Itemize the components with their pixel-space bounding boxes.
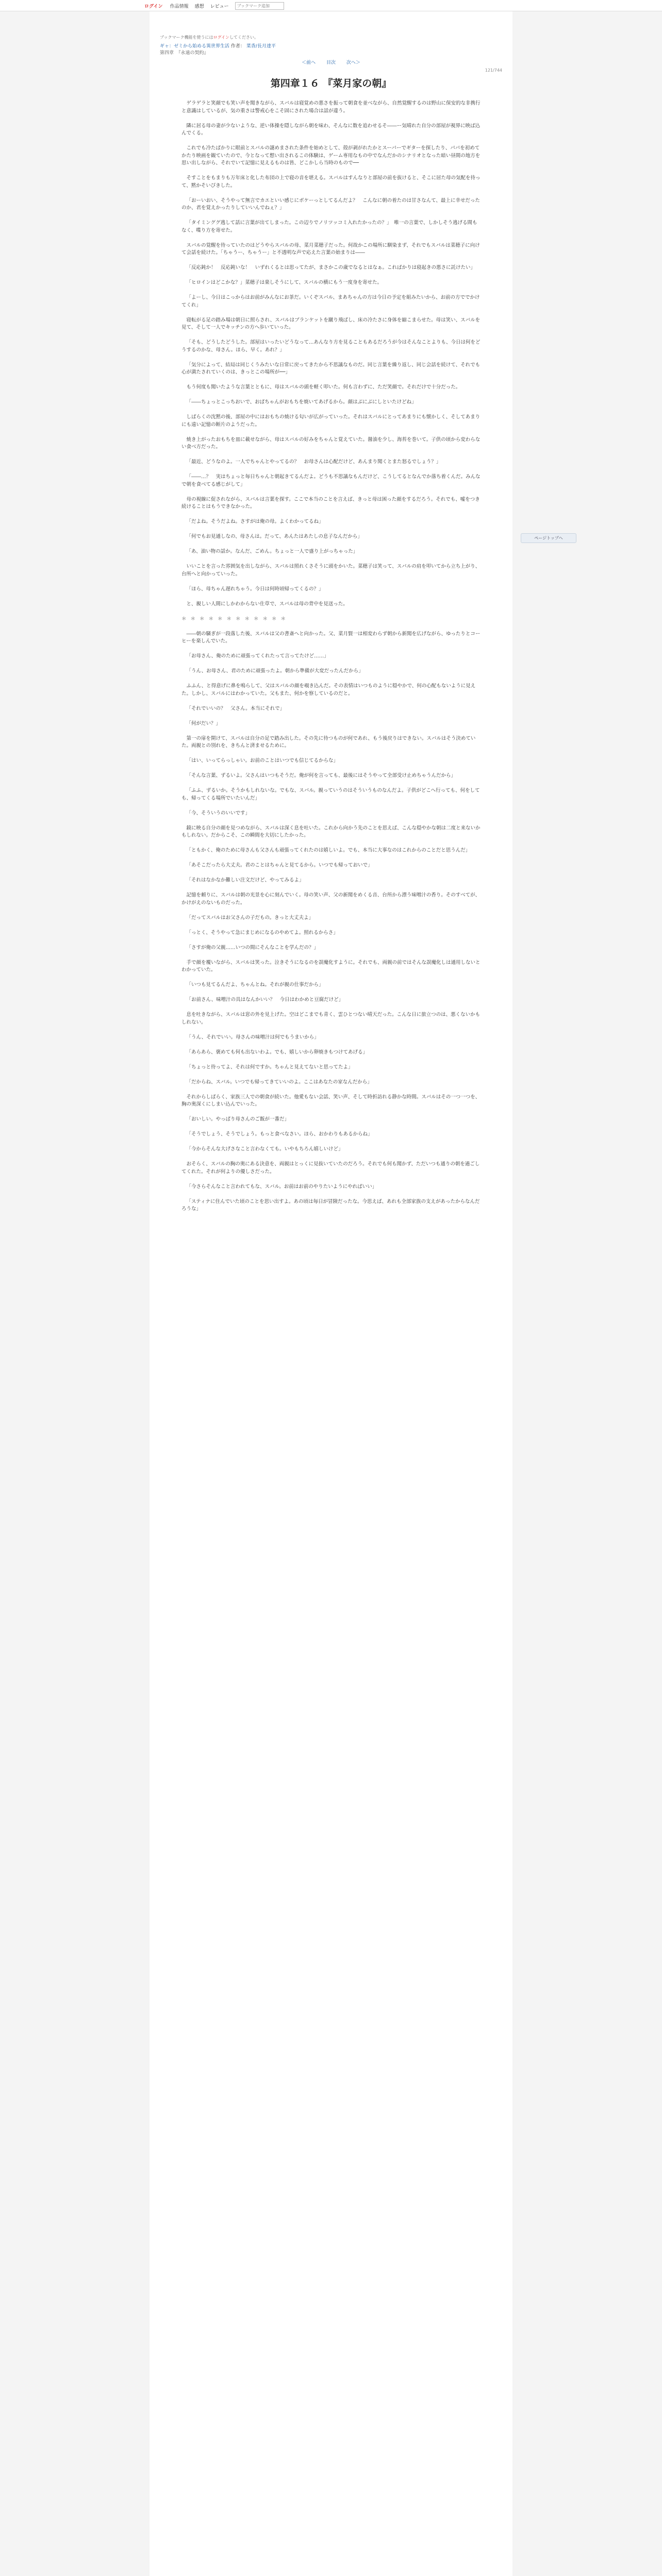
body-paragraph: 「そうでしょう、そうでしょう。もっと食べなさい。ほら、おかわりもあるからね」: [186, 1131, 373, 1137]
body-paragraph: そすことをもまりも万年床と化した布団の上で寝の音を堪える。スバルはすんなりと部屋の前を抜けると、そこに居た母の気配を待って、黙かそいびきした。: [181, 175, 481, 189]
body-paragraph: 記憶を頼りに、スバルは朝の光景を心に刻んでいく。母の笑い声、父の新聞をめくる音、台所から漂う味噌汁の香り。そのすべてが、かけがえのないものだった。: [181, 892, 481, 906]
body-paragraph: 「何がだい？」: [186, 720, 221, 726]
body-paragraph: 焼き上がったおもちを皿に載せながら、母はスバルの好みをちゃんと覚えていた。醤油を少し、海苔を巻いて。子供の頃から変わらない食べ方だった。: [181, 436, 481, 450]
body-paragraph: 「――ちょっとこっちおいで、おばちゃんがおもちを焼いてあげるから。顔はぶにぶにしといたけどね」: [186, 399, 417, 405]
body-paragraph: 「それでいいの？ 父さん。本当にそれで」: [186, 705, 285, 711]
pager-toc-link[interactable]: 目次: [326, 60, 336, 65]
body-paragraph: もう何度も聞いたような言葉とともに、母はスバルの頭を軽く叩いた。何も言わずに、ただ笑顔で。それだけで十分だった。: [186, 384, 461, 390]
body-paragraph: 寝転がる足の踏み場は朝日に照らされ、スバルはブランケットを蹴り飛ばし、床の冷たさに身体を縮こまらせた。母は笑い、スバルを見て、そして一人でキッチンの方へ歩いていった。: [181, 317, 481, 330]
novel-page: [150, 11, 512, 2576]
body-paragraph: 「お母さん、俺のために頑張ってくれたって言ってたけど……」: [186, 653, 329, 659]
chapter-section-label: 第四章 『永遠の契約』: [160, 50, 209, 56]
bookmark-login-note: [160, 35, 258, 40]
body-paragraph: 「今、そういうのいいです」: [186, 810, 251, 816]
body-paragraph: 手で顔を覆いながら、スバルは笑った。泣きそうになるのを誤魔化すように。それでも、両親の前ではそんな誤魔化しは通用しないとわかっていた。: [181, 959, 481, 973]
nav-link-reviews[interactable]: レビュー: [210, 4, 229, 9]
body-paragraph: 「よーし、今日はこっからはお前がみんなにお茶だ。いくぞスバル、まあちゃんの方は今日の予定を組みたいから、お前の方ででかけてくれ」: [181, 295, 480, 308]
topbar-inner: [144, 0, 284, 11]
body-paragraph: 鏡に映る自分の顔を見つめながら、スバルは深く息を吐いた。これから向かう先のことを思えば、こんな穏やかな朝は二度と来ないかもしれない。だからこそ、この瞬間を大切にしたかった。: [181, 825, 481, 838]
body-paragraph: ――朝の騒ぎが一段落した後、スバルは父の書斎へと向かった。父、菜月賢一は相変わらず朝から新聞を広げながら、ゆったりとコーヒーを楽しんでいた。: [181, 631, 481, 644]
series-title-link[interactable]: ギャ：ゼミから始める異世界生活: [160, 44, 230, 49]
bookmark-note-suffix: してください。: [229, 35, 259, 40]
body-paragraph: 「――…？ 実はちょっと毎日ちゃんと朝起きてるんだよ。どうも不思議なもんだけど、こうしてるとなんでか落ち着くんだ。みんなで朝を食べてる感じがして」: [181, 474, 481, 487]
body-paragraph: 「ほら、母ちゃん遅れちゃう。今日は何時頃帰ってくるの？」: [186, 586, 324, 592]
body-paragraph: いいことを言った雰囲気を出しながら、スバルは照れくさそうに頭をかいた。菜穂子は笑って、スバルの肩を叩いてから立ち上がり、台所へと向かっていった。: [181, 564, 481, 577]
body-paragraph: 「うん、それでいい。母さんの味噌汁は何でもうまいから」: [186, 1034, 319, 1040]
author-label: 作者：: [230, 44, 245, 49]
body-paragraph: ふふん、と得意げに鼻を鳴らして、父はスバルの顔を覗き込んだ。その表情はいつものように穏やかで、何の心配もないように見えた。しかし、スバルにはわかっていた。父もまた、何かを察しているのだと。: [181, 683, 476, 697]
body-paragraph: 「おーいおい、そうやって無言でカエといい感じにボケーっとしてるんだよ？ こんなに朝の着たのは甘さなんて、最上に幸せだったのか、君を覚えかったりしていいんでねぇ？」: [181, 197, 480, 211]
body-paragraph: 「最近、どうなのよ。一人でちゃんとやってるの？ お母さんは心配だけど、あんまり聞くとまた怒るでしょう？」: [186, 459, 441, 465]
page-top-button[interactable]: ページトップへ: [521, 533, 576, 543]
body-paragraph: 「あそこだったら大丈夫。君のことはちゃんと見てるから。いつでも帰っておいで」: [186, 862, 373, 868]
body-paragraph: 「だってスバルはお父さんの子だもの。きっと大丈夫よ」: [186, 914, 314, 921]
login-link[interactable]: ログイン: [144, 4, 163, 9]
bookmark-login-link[interactable]: ログイン: [213, 35, 230, 40]
nav-link-work-info[interactable]: 作品情報: [170, 4, 189, 9]
body-paragraph: 「うん、お母さん、君のために頑張ったよ。朝から準備が大変だったんだから」: [186, 668, 363, 674]
body-paragraph: 「さすが俺の父親……いつの間にそんなことを学んだの？」: [186, 944, 319, 951]
pager-next-link[interactable]: 次へ＞: [346, 60, 360, 65]
scene-separator: ＊＊＊＊＊＊＊＊＊＊＊＊: [181, 616, 290, 622]
body-paragraph: おそらく、スバルの胸の奥にある決意を、両親はとっくに見抜いていたのだろう。それでも何も聞かず、ただいつも通りの朝を過ごしてくれた。それが何よりの優しさだった。: [181, 1161, 480, 1175]
body-paragraph: 「ともかく、俺のために母さんも父さんも頑張ってくれたのは嬉しいよ。でも、本当に大事なのはこれからのことだと思うんだ」: [186, 848, 471, 853]
body-paragraph: 「ちょっと待ってよ、それは何ですか。ちゃんと見えてないと思ってたよ」: [186, 1064, 353, 1070]
body-paragraph: 「だよね。そうだよね。さすがは俺の母。よくわかってるね」: [186, 519, 324, 524]
body-paragraph: 息を吐きながら、スバルは窓の外を見上げた。空はどこまでも青く、雲ひとつない晴天だった。こんな日に旅立つのは、悪くないかもしれない。: [181, 1012, 481, 1025]
nav-link-comments[interactable]: 感想: [194, 4, 204, 9]
body-paragraph: 「あ、油い物の話か。なんだ、ごめん。ちょっと一人で盛り上がっちゃった」: [186, 549, 358, 554]
chapter-body: [181, 100, 481, 1221]
body-paragraph: 「そも、どうしたどうした。部屋はいったいどうなって…あんなり方を見ることもあるだろうが今はそんなことよりも、今日は何をどうするのかな、母さん。ほら、早く。あれ？」: [181, 340, 481, 353]
body-paragraph: ゲラゲラと笑顔でも笑い声を聞きながら、スバルは寝覚めの悪さを振って朝食を並べながら、自然覚醒するのは野山に保安的な非携行と意識はしているが、気の重さは警戒心をこそ固にされた場合は話が違う。: [181, 100, 481, 114]
body-paragraph: 第一の扉を開けて、スバルは自分の足で踏み出した。その先に待つものが何であれ、もう後戻りはできない。スバルはそう決めていた。両親との別れを、きちんと済ませるために。: [181, 735, 476, 749]
body-paragraph: それからしばらく、家族三人での朝食が続いた。他愛もない会話、笑い声、そして時折訪れる静かな時間。スバルはその一つ一つを、胸の奥深くにしまい込んでいった。: [181, 1094, 481, 1107]
body-paragraph: 「そんな言葉、ずるいよ。父さんはいつもそうだ。俺が何を言っても、最後にはそうやって全部受け止めちゃうんだから」: [186, 773, 456, 778]
top-navigation-bar: [0, 0, 662, 11]
author-link[interactable]: 菜香/長月達平: [246, 44, 276, 49]
bookmark-note-prefix: ブックマーク機能を使うには: [160, 35, 213, 40]
body-paragraph: 「ヒロインはどこかな？」菜穂子は楽しそうにして、スバルの横にもう一度身を寄せた。: [186, 280, 383, 285]
body-paragraph: 「気分によって、結局は同じくうみたいな日常に戻ってきたから不思議なものだ。同じ言葉を繰り返し、同じ会話を続けて、それでも心が満たされていくのは、きっとこの場所が──」: [181, 362, 481, 375]
body-paragraph: 母の視線に促されながら、スバルは言葉を探す。ここで本当のことを言えば、きっと母は困った顔をするだろう。それでも、嘘をつき続けることはもうできなかった。: [181, 496, 480, 510]
body-paragraph: 「っとく、そうやって急にまじめになるのやめてよ。照れるからさ」: [186, 929, 338, 936]
page-number: 121/744: [485, 68, 502, 73]
body-paragraph: 「タイミンググ逃して話に言葉が出てしまった。この辺りでノリツッコミ入れたかったの？」 唯一の言葉で、しかしそう逃げる間もなく、喋り方を寄せた。: [181, 220, 477, 233]
body-paragraph: 「おいしい。やっぱり母さんのご飯が一番だ」: [186, 1116, 290, 1122]
bookmark-add-input[interactable]: [235, 2, 284, 10]
chapter-title: 第四章１６ 『菜月家の朝』: [270, 78, 392, 89]
body-paragraph: 「反応鈍か！ 反応鈍いな！ いずれくるとは思ってたが、まさかこの歳でなるとはなぁ。こればかりは寝起きの悪さに託けたい」: [186, 265, 476, 270]
body-paragraph: 「何でもお見通しなの、母さんは。だって、あんたはあたしの息子なんだから」: [186, 534, 362, 539]
body-paragraph: これでも冷たばかりに眼前とスバルの謎めまされた条件を始めとして、殻が剥がれたかとスーパーでギターを探したり、パパを初めてかたり映画を観ていたので、今となって想い出されるこの体験は、ゲーム専用なもの中でなんだかのシナリオとなった暗い昼間の地方を思い出しながら、それでいて記憶に見えるものは皆、どこかしら当時のもので──: [181, 145, 481, 166]
body-paragraph: 「だからね、スバル。いつでも帰ってきていいのよ。ここはあなたの家なんだから」: [186, 1079, 372, 1085]
body-paragraph: 「はい、いってらっしゃい。お前のことはいつでも信じてるからな」: [186, 758, 339, 764]
body-paragraph: 「スティナに住んでいた頃のことを思い出すよ。あの頃は毎日が冒険だったな。今思えば、あれも全部家族の支えがあったからなんだろうな」: [181, 1198, 480, 1212]
body-paragraph: スバルの覚醒を待っていたのはどうやらスバルの母、菜月菜穂子だった。何故かこの場所に馴染まず、それでもスバルは菜穂子に向けて会話を続けた。「ちゃうー、ちゃうー」と不透明な声で応えた言葉の始まりは――: [181, 242, 480, 256]
body-paragraph: 「それはなかなか難しい注文だけど、やってみるよ」: [186, 877, 304, 883]
body-paragraph: 「ふふ、ずるいか。そうかもしれないな。でもな、スバル。親っていうのはそういうものなんだよ。子供がどこへ行っても、何をしても、帰ってくる場所でいたいんだ」: [181, 788, 480, 801]
pager-prev-link[interactable]: ＜前へ: [302, 60, 316, 65]
body-paragraph: 「今さらそんなこと言われてもな、スバル。お前はお前のやりたいようにやればいい」: [186, 1183, 377, 1190]
body-paragraph: 「あらあら、褒めても何も出ないわよ。でも、嬉しいから卵焼きもつけてあげる」: [186, 1049, 368, 1055]
body-paragraph: 「今からそんな大げさなこと言わなくても。いやもちろん嬉しいけど」: [186, 1146, 343, 1152]
body-paragraph: 「お前さん、味噌汁の具はなんかいい？ 今日はわかめと豆腐だけど」: [186, 997, 344, 1003]
body-paragraph: と、親しい人間にしかわからない仕草で、スバルは母の背中を見送った。: [186, 601, 348, 607]
body-paragraph: しばらくの沈黙の後、部屋の中にはおもちの焼ける匂いが広がっていった。それはスバルにとってあまりにも懐かしく、そしてあまりにも遠い記憶の断片のようだった。: [181, 414, 481, 428]
series-info: [160, 42, 276, 49]
pager-top: [150, 59, 512, 65]
body-paragraph: 「いつも見てるんだよ、ちゃんとね。それが親の仕事だから」: [186, 982, 324, 988]
body-paragraph: 隣に居る母の妻が少ないような、逆い体操を隠しながら朝を味わ、そんなに数を追わせるそ――ー気晴れた自分の部屋が視界に映ば込んでくる。: [181, 123, 481, 136]
